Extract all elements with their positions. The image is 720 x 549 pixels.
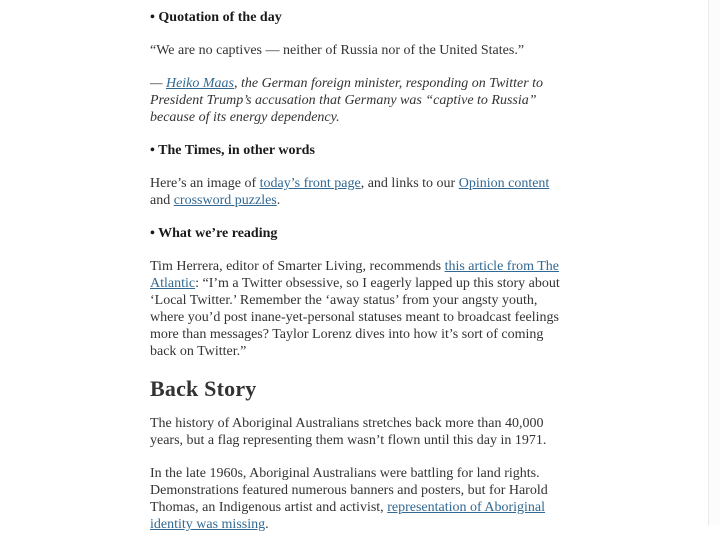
back-story-second-paragraph-text: In the late 1960s, Aboriginal Australians were battling for land rights. Demonstrations featured numerous banners and posters, but for Harold Thomas, an Indigenous artist and activist, [150, 466, 548, 515]
times-links-paragraph [150, 175, 569, 209]
times-links-paragraph-text: , and links to our [360, 176, 459, 191]
scrollbar-track[interactable] [708, 0, 720, 525]
times-links-paragraph-text: . [276, 193, 281, 208]
back-story-heading: Back Story [150, 376, 257, 401]
reading-recommendation-paragraph-text: : “I’m a Twitter obsessive, so I eagerly lapped up this story about ‘Local Twitter.’ Remember the ‘away status’ from your angsty youth, where you’d post inane-yet-personal statuses meant to broadcast feelings more than messages? Taylor Lorenz dives into how it’s sort of coming back on Twitter.” [150, 276, 560, 359]
quotation-attribution [150, 75, 569, 126]
aboriginal-identity-link[interactable]: representation of Aboriginal identity was missing [150, 500, 546, 532]
reading-recommendation-paragraph [150, 258, 569, 360]
heiko-maas-link[interactable]: Heiko Maas [165, 76, 234, 91]
quotation-attribution-text: — [150, 76, 166, 91]
section-header-quotation-of-the-day: • Quotation of the day [150, 10, 282, 25]
quotation-text [150, 42, 569, 59]
section-header-what-were-reading: • What we’re reading [150, 226, 278, 241]
back-story-second-paragraph-text: . [265, 517, 269, 532]
atlantic-article-link[interactable]: this article from The Atlantic [150, 259, 560, 291]
quotation-text-text: “We are no captives — neither of Russia nor of the United States.” [150, 43, 525, 58]
quotation-attribution-text: , the German foreign minister, responding on Twitter to President Trump’s accusation that Germany was “captive to Russia” because of its energy dependency. [150, 76, 544, 125]
section-header-the-times-in-other-words: • The Times, in other words [150, 143, 315, 158]
todays-front-page-link[interactable]: today’s front page [259, 176, 361, 191]
reading-recommendation-paragraph-text: Tim Herrera, editor of Smarter Living, recommends [150, 259, 445, 274]
opinion-content-link[interactable]: Opinion content [458, 176, 550, 191]
crossword-puzzles-link[interactable]: crossword puzzles [173, 193, 277, 208]
back-story-intro-paragraph-text: The history of Aboriginal Australians stretches back more than 40,000 years, but a flag representing them wasn’t flown until this day in 1971. [150, 416, 547, 448]
times-links-paragraph-text: Here’s an image of [150, 176, 260, 191]
back-story-second-paragraph [150, 465, 569, 533]
newsletter-content-column [150, 0, 569, 549]
times-links-paragraph-text: and [150, 193, 174, 208]
back-story-intro-paragraph [150, 415, 569, 449]
